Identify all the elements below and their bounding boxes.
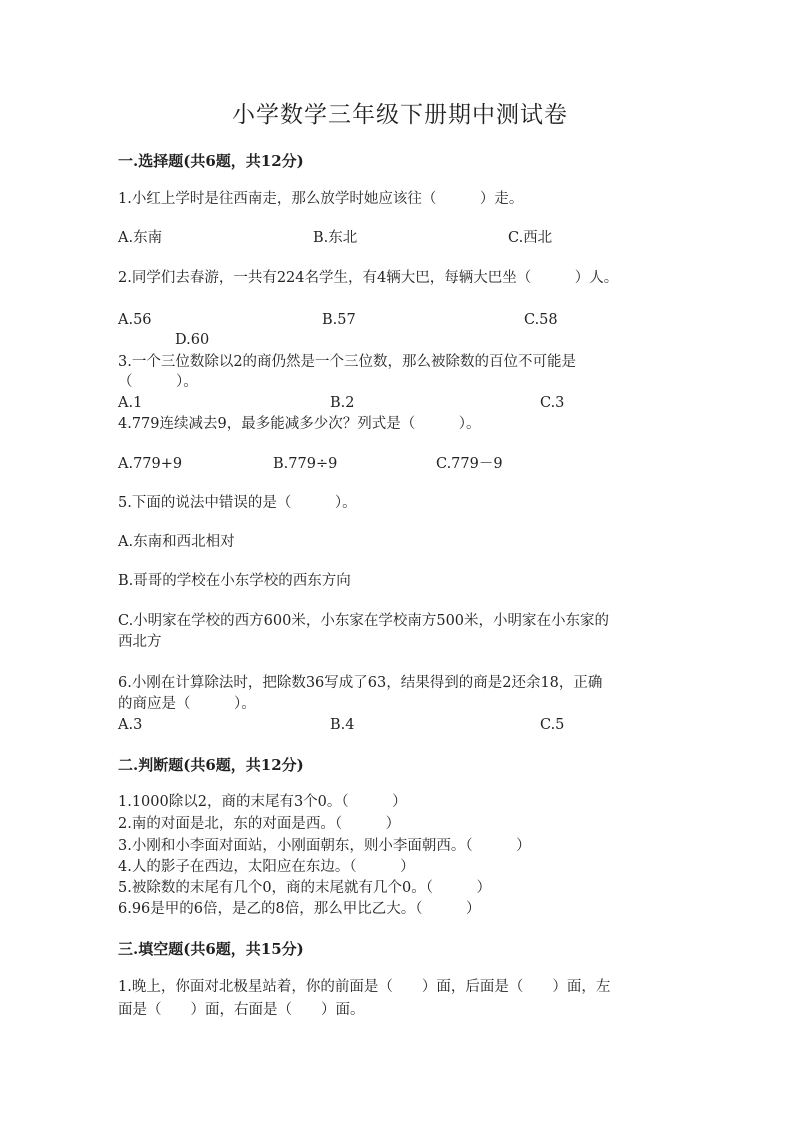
q5-option-c-line1: C.小明家在学校的西方600米，小东家在学校南方500米，小明家在小东家的 — [118, 613, 610, 629]
q3-option-c: C.3 — [540, 395, 565, 411]
q6-option-b: B.4 — [330, 717, 355, 733]
judgement-item-2: 2.南的对面是北，东的对面是西。（ ） — [118, 816, 401, 832]
question-1: 1.小红上学时是往西南走，那么放学时她应该往（ ）走。 — [118, 191, 524, 207]
q6-option-a: A.3 — [118, 717, 143, 733]
q1-option-c: C.西北 — [508, 230, 553, 246]
question-6-line1: 6.小刚在计算除法时，把除数36写成了63，结果得到的商是2还余18，正确 — [118, 675, 603, 691]
judgement-item-6: 6.96是甲的6倍，是乙的8倍，那么甲比乙大。（ ） — [118, 901, 481, 917]
question-2: 2.同学们去春游，一共有224名学生，有4辆大巴，每辆大巴坐（ ）人。 — [118, 270, 619, 286]
question-5: 5.下面的说法中错误的是（ ）。 — [118, 495, 357, 511]
q2-option-a: A.56 — [118, 312, 152, 328]
q4-option-a: A.779+9 — [118, 456, 183, 472]
question-3-line1: 3.一个三位数除以2的商仍然是一个三位数，那么被除数的百位不可能是 — [118, 354, 577, 370]
judgement-item-3: 3.小刚和小李面对面站，小刚面朝东，则小李面朝西。（ ） — [118, 838, 531, 854]
q1-option-a: A.东南 — [118, 230, 163, 246]
judgement-item-4: 4.人的影子在西边，太阳应在东边。（ ） — [118, 859, 415, 875]
q2-option-d: D.60 — [175, 332, 210, 348]
section-heading-fill-in: 三.填空题(共6题，共15分) — [118, 940, 304, 958]
section-heading-choice: 一.选择题(共6题，共12分) — [118, 152, 304, 170]
judgement-item-1: 1.1000除以2，商的末尾有3个0。（ ） — [118, 794, 407, 810]
question-3-line2: （ ）。 — [118, 374, 198, 390]
q5-option-b: B.哥哥的学校在小东学校的西东方向 — [118, 573, 351, 589]
question-4: 4.779连续减去9，最多能减多少次？列式是（ ）。 — [118, 416, 481, 432]
page-title: 小学数学三年级下册期中测试卷 — [232, 102, 568, 128]
q3-option-b: B.2 — [330, 395, 355, 411]
question-6-line2: 的商应是（ ）。 — [118, 696, 256, 712]
q4-option-b: B.779÷9 — [273, 456, 338, 472]
q3-option-a: A.1 — [118, 395, 143, 411]
fill-in-question-1-line1: 1.晚上，你面对北极星站着，你的前面是（ ）面，后面是（ ）面，左 — [118, 979, 611, 995]
q5-option-a: A.东南和西北相对 — [118, 534, 235, 550]
q6-option-c: C.5 — [540, 717, 565, 733]
judgement-item-5: 5.被除数的末尾有几个0，商的末尾就有几个0。（ ） — [118, 880, 492, 896]
q1-option-b: B.东北 — [313, 230, 358, 246]
q4-option-c: C.779－9 — [436, 456, 503, 472]
q2-option-c: C.58 — [524, 312, 558, 328]
q2-option-b: B.57 — [322, 312, 356, 328]
q5-option-c-line2: 西北方 — [118, 634, 162, 650]
section-heading-judgement: 二.判断题(共6题，共12分) — [118, 756, 304, 774]
fill-in-question-1-line2: 面是（ ）面，右面是（ ）面。 — [118, 1002, 365, 1018]
